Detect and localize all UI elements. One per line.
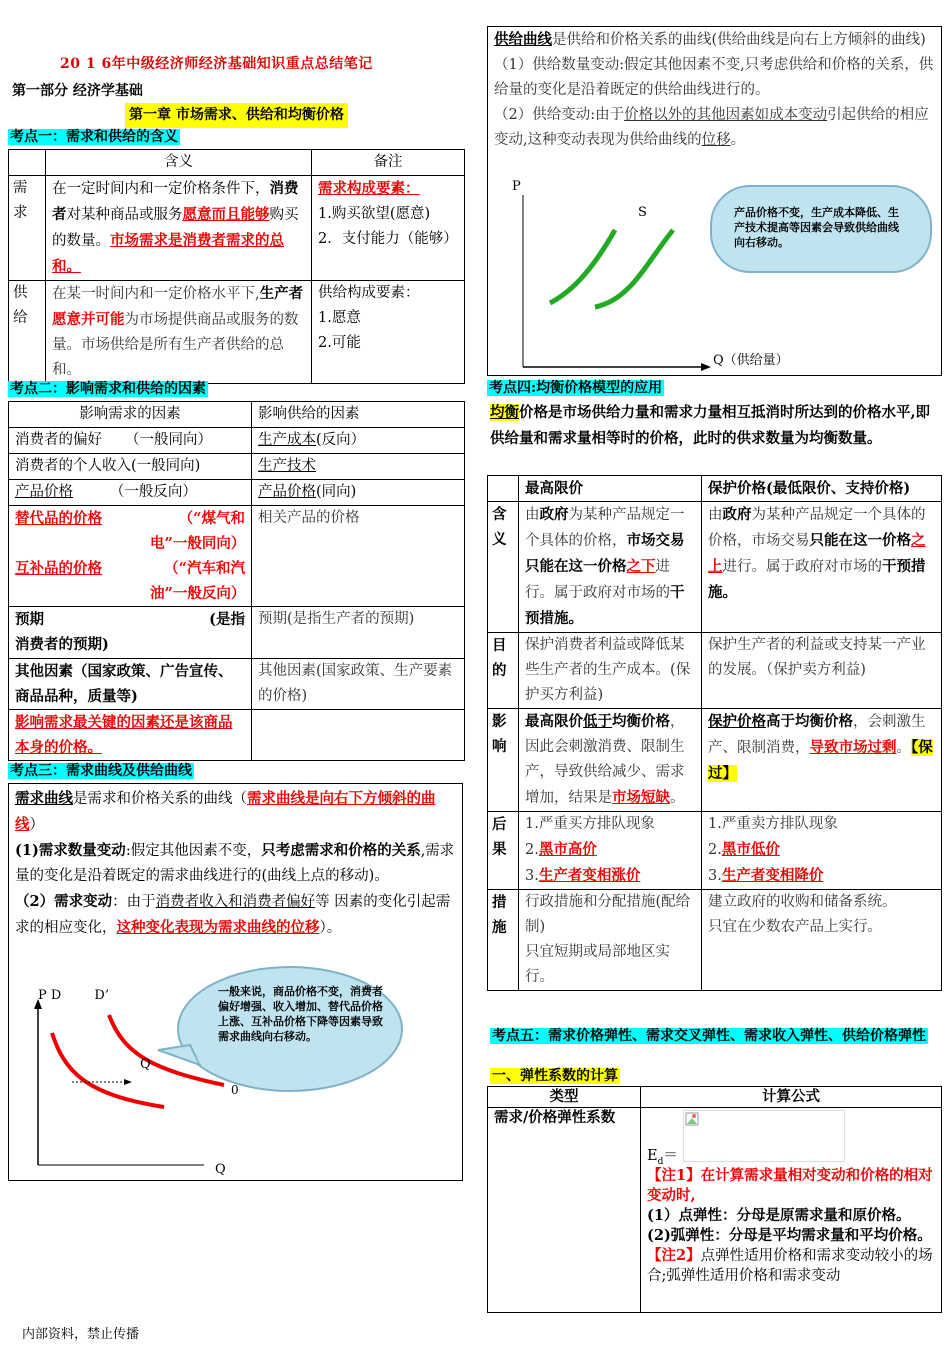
demand-bubble-text: 一般来说，商品价格不变，消费者偏好增强、收入增加、替代品价格上涨、互补品价格下降等因素导致需求曲线向右移动。	[218, 985, 383, 1043]
kp5-note2: 【注2】点弹性适用价格和需求变动较小的场合;弧弹性适用价格和需求变动	[647, 1247, 933, 1284]
kp4-row-impact-label: 影响	[488, 709, 519, 812]
kp1-demand-label: 需求	[9, 176, 46, 281]
kp4-meaning-max: 由政府为某种产品规定一个具体的价格，市场交易只能在这一价格之下进行。属于政府对市场的干预措施。	[519, 502, 702, 633]
supply-para2: （1）供给数量变动:假定其他因素不变,只考虑供给和价格的关系，供给量的变化是沿着既定的供给曲线进行的。	[494, 57, 934, 98]
kp2-row1-supply: 生产成本(反向）	[252, 428, 465, 454]
kp2-row1-demand: 消费者的偏好 （一般同向）	[9, 428, 252, 454]
kp3-para2: (1)需求数量变动:假定其他因素不变，只考虑需求和价格的关系,需求量的变化是沿着既定的需求曲线进行的(曲线上点的移动)。	[15, 842, 455, 884]
kp4-row-meaning-label: 含义	[488, 502, 519, 633]
kp3-para3: （2）需求变动：由于消费者收入和消费者偏好等 因素的变化引起需求的相应变化，这种变化表现为需求曲线的位移）。	[15, 893, 451, 936]
kp4-table	[487, 475, 942, 991]
kp3-heading: 考点三：需求曲线及供给曲线	[10, 763, 192, 779]
kp2-col-supply: 影响供给的因素	[252, 402, 465, 428]
kp2-table	[8, 401, 465, 761]
kp4-measure-max: 行政措施和分配措施(配给制) 只宜短期或局部地区实行。	[519, 890, 702, 991]
kp2-related-supply: 相关产品的价格	[252, 506, 465, 607]
formula-image-frame	[683, 1110, 845, 1162]
kp4-row-measure-label: 措施	[488, 890, 519, 991]
kp2-heading: 考点二：影响需求和供给的因素	[10, 381, 206, 397]
kp5-formula-cell	[641, 1108, 942, 1313]
kp1-demand-note: 需求构成要素： 1.购买欲望(愿意) 2．支付能力（能够）	[312, 176, 465, 281]
kp4-col-max: 最高限价	[519, 476, 702, 502]
kp2-other-demand: 其他因素（国家政策、广告宣传、商品品种，质量等)	[9, 659, 252, 710]
kp2-other-supply: 其他因素(国家政策、生产要素的价格)	[252, 659, 465, 710]
kp4-result-max: 1.严重买方排队现象 2.黑市高价 3.生产者变相涨价	[519, 812, 702, 890]
supply-curve-s	[550, 230, 615, 303]
kp1-heading: 考点一：需求和供给的含义	[10, 129, 178, 145]
kp2-row3-demand: 产品价格 （一般反向）	[9, 480, 252, 506]
kp5-table-wrap	[487, 1086, 942, 1313]
document-title: 20 1 6年中级经济师经济基础知识重点总结笔记	[60, 56, 373, 72]
kp1-table	[8, 149, 465, 384]
kp5-col-formula: 计算公式	[641, 1087, 942, 1108]
kp4-meaning-min: 由政府为某种产品规定一个具体的价格，市场交易只能在这一价格之上进行。属于政府对市场的干预措施。	[702, 502, 942, 633]
kp5-note1: 【注1】在计算需求量相对变动和价格的相对变动时,	[647, 1167, 933, 1204]
demand-graph-zero: 0	[231, 1083, 239, 1097]
kp4-heading: 考点四:均衡价格模型的应用	[489, 380, 663, 396]
kp4-purpose-min: 保护生产者的利益或支持某一产业的发展。（保护卖方利益)	[702, 633, 942, 709]
kp5-type-cell: 需求/价格弹性系数	[488, 1108, 641, 1313]
kp1-col-note: 备注	[312, 150, 465, 176]
kp2-row2-demand: 消费者的个人收入(一般同向)	[9, 454, 252, 480]
kp1-col-meaning: 含义	[46, 150, 312, 176]
kp5-subheading: 一、弹性系数的计算	[492, 1068, 618, 1084]
demand-graph-labels: P D D’	[38, 988, 109, 1003]
part-title: 第一部分 经济学基础	[12, 83, 143, 99]
kp1-supply-note: 供给构成要素： 1.愿意 2.可能	[312, 281, 465, 384]
kp4-col-min: 保护价格(最低限价、支持价格)	[702, 476, 942, 502]
kp2-expect-demand: 预期 (是指 消费者的预期)	[9, 607, 252, 659]
kp1-demand-text: 在一定时间内和一定价格条件下，消费者对某种商品或服务愿意而且能够购买的数量。市场需求是消费者需求的总和。	[46, 176, 312, 281]
supply-para3: （2）供给变动:由于价格以外的其他因素如成本变动引起供给的相应变动,这种变动表现为供给曲线的位移。	[494, 107, 929, 148]
kp2-col-demand: 影响需求的因素	[9, 402, 252, 428]
kp4-table-wrap	[487, 475, 942, 991]
footer-notice: 内部资料，禁止传播	[22, 1327, 140, 1342]
supply-graph-s: S	[638, 205, 647, 220]
supply-graph-q: Q（供给量）	[713, 353, 789, 368]
kp4-impact-max: 最高限价低于均衡价格，因此会刺激消费、限制生产，导致供给减少、需求增加，结果是市场短缺。	[519, 709, 702, 812]
supply-para1: 供给曲线是供给和价格关系的曲线(供给曲线是向右上方倾斜的曲线)	[494, 31, 926, 48]
kp5-col-type: 类型	[488, 1087, 641, 1108]
kp2-related-demand: 替代品的价格 （“煤气和电”一般同向） 互补品的价格 （“汽车和汽油”一般反向）	[9, 506, 252, 607]
kp4-measure-min: 建立政府的收购和储备系统。 只宜在少数农产品上实行。	[702, 890, 942, 991]
kp2-table-wrap	[8, 401, 465, 761]
kp4-intro: 均衡价格是市场供给力量和需求力量相互抵消时所达到的价格水平,即供给量和需求量相等时的价格，此时的供求数量为均衡数量。	[490, 404, 931, 447]
kp4-row-purpose-label: 目的	[488, 633, 519, 709]
broken-image-icon	[685, 1112, 699, 1126]
kp4-impact-min: 保护价格高于均衡价格，会刺激生产、限制消费，导致市场过剩。【保过】	[702, 709, 942, 812]
formula-image	[647, 1108, 935, 1166]
elasticity-symbol: $E_d=$	[647, 1148, 678, 1167]
kp4-row-result-label: 后果	[488, 812, 519, 890]
kp4-result-min: 1.严重卖方排队现象 2.黑市低价 3.生产者变相降价	[702, 812, 942, 890]
kp4-purpose-max: 保护消费者利益或降低某些生产者的生产成本。(保护买方利益)	[519, 633, 702, 709]
demand-graph-q-axis: Q	[215, 1162, 226, 1177]
demand-graph-q-label: Q	[140, 1057, 151, 1072]
kp1-supply-text: 在某一时间内和一定价格水平下,生产者愿意并可能为市场提供商品或服务的数量。市场供给是所有生产者供给的总和。	[46, 281, 312, 384]
supply-bubble: 产品价格不变，生产成本降低、生产技术提高等因素会导致供给曲线向右移动。	[710, 185, 932, 273]
kp2-key-factor: 影响需求最关键的因素还是该商品本身的价格。	[9, 710, 252, 761]
kp1-supply-label: 供给	[9, 281, 46, 384]
kp2-row2-supply: 生产技术	[252, 454, 465, 480]
chapter-title: 第一章 市场需求、供给和均衡价格	[125, 103, 348, 128]
kp5-note1-b: (2)弧弹性：分母是平均需求量和平均价格。	[647, 1227, 932, 1244]
kp2-expect-supply: 预期(是指生产者的预期)	[252, 607, 465, 659]
supply-graph-p: P	[512, 179, 521, 194]
supply-curve-graph	[505, 175, 725, 375]
kp5-heading: 考点五：需求价格弹性、需求交叉弹性、需求收入弹性、供给价格弹性	[492, 1028, 926, 1044]
kp1-table-wrap	[8, 149, 465, 384]
kp2-row3-supply: 产品价格(同向)	[252, 480, 465, 506]
kp5-note1-a: (1）点弹性：分母是原需求量和原价格。	[647, 1207, 911, 1224]
kp3-para1: 需求曲线是需求和价格关系的曲线（需求曲线是向右下方倾斜的曲线）	[15, 790, 436, 833]
kp5-table	[487, 1086, 942, 1313]
